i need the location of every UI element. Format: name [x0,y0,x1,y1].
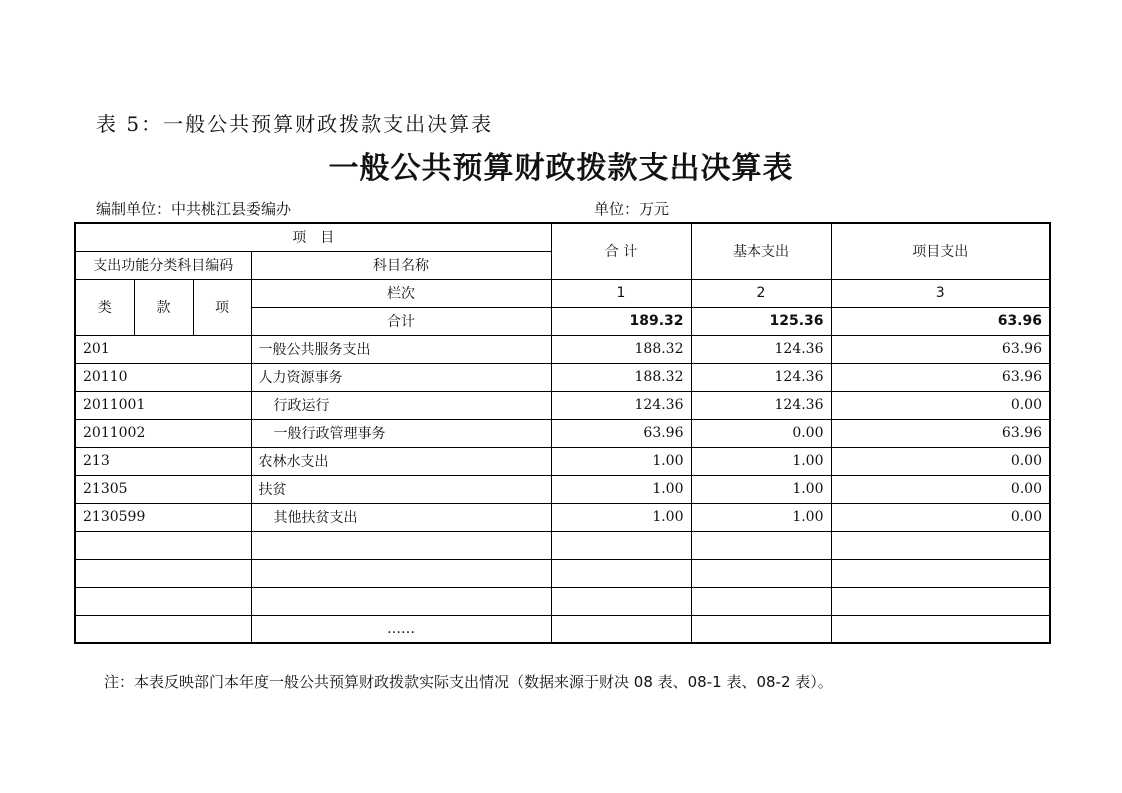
row-basic: 124.36 [691,363,831,391]
row-total: 1.00 [551,475,691,503]
table-row [75,363,1050,391]
empty-cell [551,531,691,559]
footnote: 注：本表反映部门本年度一般公共预算财政拨款实际支出情况（数据来源于财决 08 表、08-1 表、08-2 表）。 [104,673,833,691]
row-basic: 1.00 [691,475,831,503]
row-code: 21305 [75,475,251,503]
row-project: 0.00 [831,447,1050,475]
ellipsis-row [75,615,1050,643]
row-total: 124.36 [551,391,691,419]
row-name: 行政运行 [251,391,551,419]
empty-row [75,587,1050,615]
unit-label: 单位：万元 [594,200,670,218]
empty-cell [831,587,1050,615]
header-lanci: 栏次 [251,279,551,307]
header-row-1 [75,223,1050,251]
total-basic-value: 125.36 [691,307,831,335]
table-row [75,335,1050,363]
table-row [75,419,1050,447]
org-label: 编制单位：中共桃江县委编办 [96,200,292,218]
table-row [75,503,1050,531]
row-code: 201 [75,335,251,363]
row-total: 1.00 [551,447,691,475]
empty-cell [691,531,831,559]
empty-cell [691,559,831,587]
row-basic: 0.00 [691,419,831,447]
empty-cell [75,587,251,615]
row-total: 63.96 [551,419,691,447]
row-name: 人力资源事务 [251,363,551,391]
empty-cell [75,559,251,587]
row-basic: 124.36 [691,335,831,363]
row-basic: 1.00 [691,503,831,531]
empty-cell [551,615,691,643]
empty-row [75,531,1050,559]
header-total: 合 计 [551,223,691,279]
empty-cell [75,531,251,559]
empty-cell [691,615,831,643]
total-value: 189.32 [551,307,691,335]
empty-cell [75,615,251,643]
empty-cell [831,615,1050,643]
table-row [75,447,1050,475]
row-code: 2130599 [75,503,251,531]
row-project: 0.00 [831,503,1050,531]
col-number-1: 1 [551,279,691,307]
page-title: 一般公共预算财政拨款支出决算表 [328,151,794,186]
col-number-3: 3 [831,279,1050,307]
header-xiang: 项 [193,279,251,335]
row-project: 63.96 [831,335,1050,363]
empty-cell [251,531,551,559]
header-basic: 基本支出 [691,223,831,279]
header-kuan: 款 [134,279,193,335]
header-project: 项目支出 [831,223,1050,279]
header-lei: 类 [75,279,134,335]
empty-cell [551,587,691,615]
row-project: 63.96 [831,419,1050,447]
row-code: 2011001 [75,391,251,419]
row-project: 0.00 [831,391,1050,419]
expenditure-table [74,222,1051,644]
empty-cell [251,559,551,587]
header-name: 科目名称 [251,251,551,279]
table-row [75,475,1050,503]
row-basic: 1.00 [691,447,831,475]
ellipsis: …… [251,615,551,643]
row-total: 1.00 [551,503,691,531]
empty-row [75,559,1050,587]
row-name: 农林水支出 [251,447,551,475]
empty-cell [831,559,1050,587]
table-row [75,391,1050,419]
row-project: 0.00 [831,475,1050,503]
row-project: 63.96 [831,363,1050,391]
col-number-2: 2 [691,279,831,307]
row-name: 一般行政管理事务 [251,419,551,447]
empty-cell [831,531,1050,559]
row-name: 一般公共服务支出 [251,335,551,363]
header-row-3 [75,279,1050,307]
row-name: 扶贫 [251,475,551,503]
row-total: 188.32 [551,335,691,363]
total-label: 合计 [251,307,551,335]
total-project-value: 63.96 [831,307,1050,335]
row-total: 188.32 [551,363,691,391]
row-code: 2011002 [75,419,251,447]
empty-cell [251,587,551,615]
row-basic: 124.36 [691,391,831,419]
row-code: 20110 [75,363,251,391]
empty-cell [551,559,691,587]
table-caption: 表 5：一般公共预算财政拨款支出决算表 [96,112,494,136]
empty-cell [691,587,831,615]
row-code: 213 [75,447,251,475]
header-item: 项 目 [75,223,551,251]
row-name: 其他扶贫支出 [251,503,551,531]
header-code: 支出功能分类科目编码 [75,251,251,279]
